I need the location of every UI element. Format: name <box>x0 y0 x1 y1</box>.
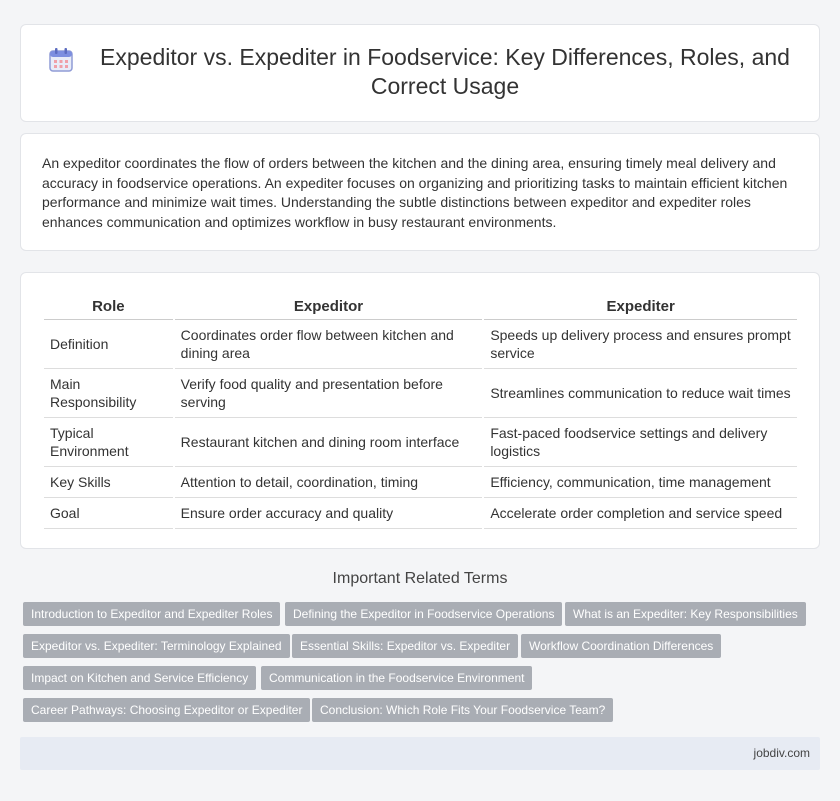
header-role: Role <box>44 293 173 320</box>
expediter-cell: Speeds up delivery process and ensures prompt service <box>484 320 797 369</box>
table-row <box>44 418 797 467</box>
expeditor-cell: Coordinates order flow between kitchen and dining area <box>175 320 483 369</box>
intro-card <box>20 133 820 251</box>
row-label: Key Skills <box>44 467 173 498</box>
table-row <box>44 320 797 369</box>
table-row <box>44 369 797 418</box>
related-tag[interactable]: Essential Skills: Expeditor vs. Expediter <box>292 634 518 658</box>
header-expediter: Expediter <box>484 293 797 320</box>
related-tag[interactable]: Communication in the Foodservice Environment <box>261 666 532 690</box>
header-card <box>20 24 820 122</box>
table-row <box>44 498 797 529</box>
expediter-cell: Streamlines communication to reduce wait times <box>484 369 797 418</box>
table-header-row <box>44 293 797 320</box>
related-tag[interactable]: Introduction to Expeditor and Expediter Roles <box>23 602 280 626</box>
expediter-cell: Fast-paced foodservice settings and delivery logistics <box>484 418 797 467</box>
related-tag[interactable]: What is an Expediter: Key Responsibilities <box>565 602 806 626</box>
expeditor-cell: Restaurant kitchen and dining room interface <box>175 418 483 467</box>
footer-site-link[interactable]: jobdiv.com <box>753 746 810 760</box>
table-row <box>44 467 797 498</box>
related-tag[interactable]: Impact on Kitchen and Service Efficiency <box>23 666 256 690</box>
intro-paragraph: An expeditor coordinates the flow of orders between the kitchen and the dining area, ensuring timely meal delivery and accuracy in foodservice operations. An expediter focuses on organizing and prioritizing tasks to maintain efficient kitchen performance and minimize wait times. Understanding the subtle distinctions between expeditor and expediter roles enhances communication and optimizes workflow in busy restaurant environments. <box>42 155 788 230</box>
row-label: Typical Environment <box>44 418 173 467</box>
footer <box>20 737 820 770</box>
header-expeditor: Expeditor <box>175 293 483 320</box>
related-tag[interactable]: Conclusion: Which Role Fits Your Foodservice Team? <box>312 698 613 722</box>
related-tag[interactable]: Expeditor vs. Expediter: Terminology Explained <box>23 634 290 658</box>
related-terms-title: Important Related Terms <box>332 570 508 587</box>
page-title: Expeditor vs. Expediter in Foodservice: Key Differences, Roles, and Correct Usage <box>100 44 790 99</box>
expeditor-cell: Ensure order accuracy and quality <box>175 498 483 529</box>
related-tag[interactable]: Workflow Coordination Differences <box>521 634 721 658</box>
expeditor-cell: Verify food quality and presentation before serving <box>175 369 483 418</box>
related-tag[interactable]: Career Pathways: Choosing Expeditor or Expediter <box>23 698 310 722</box>
comparison-table-card <box>20 272 820 549</box>
comparison-table <box>42 293 799 529</box>
expeditor-cell: Attention to detail, coordination, timing <box>175 467 483 498</box>
row-label: Main Responsibility <box>44 369 173 418</box>
expediter-cell: Accelerate order completion and service speed <box>484 498 797 529</box>
row-label: Goal <box>44 498 173 529</box>
expediter-cell: Efficiency, communication, time management <box>484 467 797 498</box>
row-label: Definition <box>44 320 173 369</box>
calendar-icon <box>47 46 75 74</box>
related-tag[interactable]: Defining the Expeditor in Foodservice Operations <box>285 602 562 626</box>
